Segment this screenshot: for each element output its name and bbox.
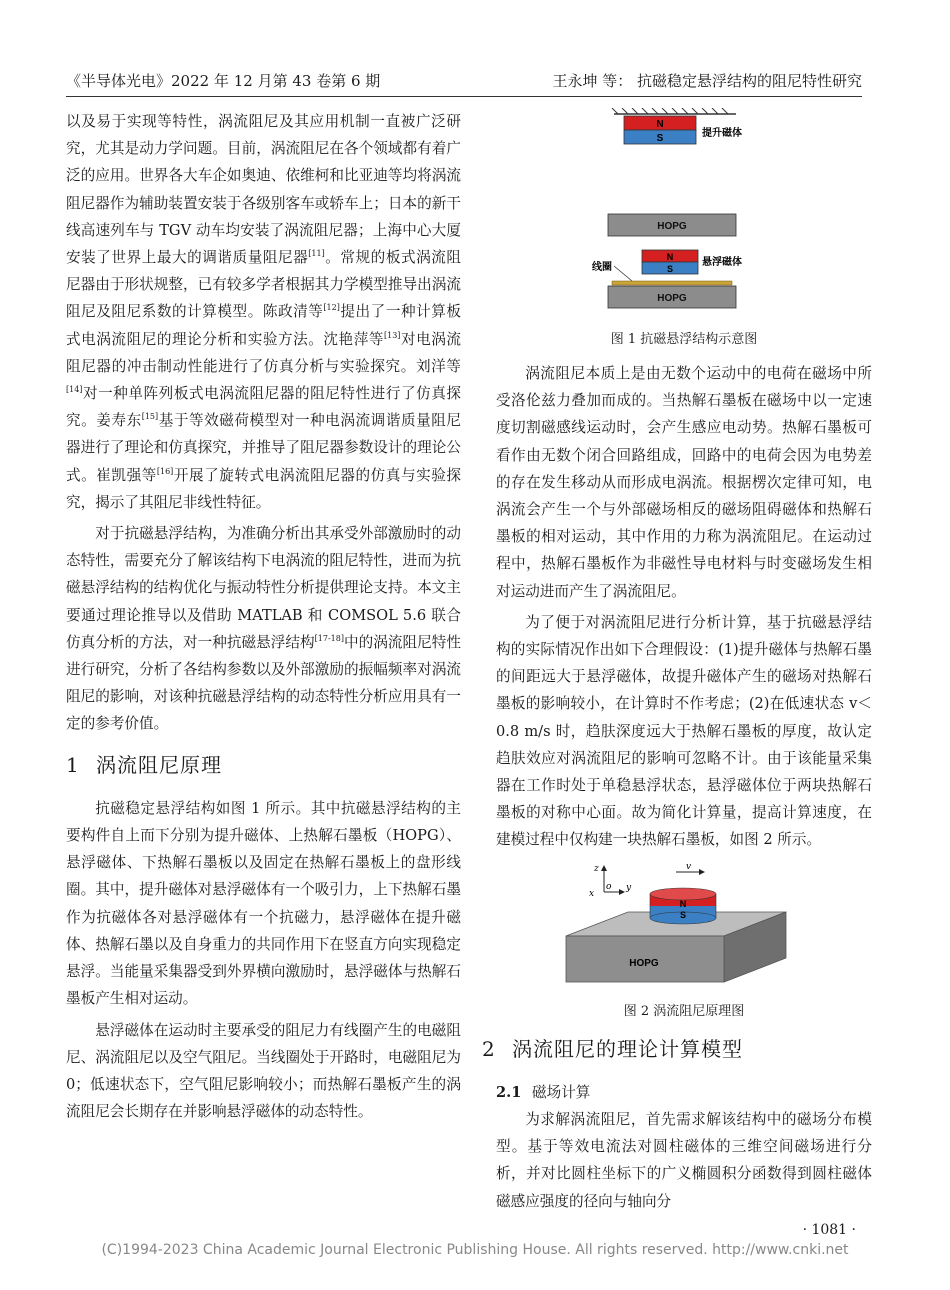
section-number: 2 <box>482 1036 496 1061</box>
paragraph: 抗磁稳定悬浮结构如图 1 所示。其中抗磁悬浮结构的主要构件自上而下分别为提升磁体、上热解石墨板（HOPG）、悬浮磁体、下热解石墨板以及固定在热解石墨板上的盘形线圈。其中，提升磁体对悬浮磁体有一个吸引力，上下热解石墨作为抗磁体各对悬浮磁体有一个抗磁力，悬浮磁体在提升磁体、热解石墨以及自身重力的共同作用下在竖直方向实现稳定悬浮。当能量采集器受到外界横向激励时，悬浮磁体与热解石墨板产生相对运动。 <box>66 799 461 1008</box>
copyright-footer: (C)1994-2023 China Academic Journal Electronic Publishing House. All rights reserved. http://www.cnki.net <box>101 1242 849 1258</box>
citation[interactable]: [17-18] <box>314 634 344 643</box>
axis-y-label: y <box>626 882 632 893</box>
figure-1-caption: 图 1 抗磁悬浮结构示意图 <box>610 332 758 347</box>
paragraph: 对于抗磁悬浮结构，为准确分析出其承受外部激励时的动态特性，需要充分了解该结构下电涡流的阻尼特性，进而为抗磁悬浮结构的结构优化与振动特性分析提供理论支持。本文主要通过理论推导以及借助 MATLAB 和 COMSOL 5.6 联合仿真分析的方法，对一种抗磁悬浮结构[17-18]中的涡流阻尼特性进行研究，分析了各结构参数以及外部激励的振幅频率对涡流阻尼的影响，对该种抗磁悬浮结构的动态特性分析应用具有一定的参考价值。 <box>66 525 461 733</box>
figure-2-diagram <box>496 862 872 1002</box>
label-lift-magnet: 提升磁体 <box>702 128 742 139</box>
axis-x-label: x <box>589 888 595 899</box>
right-column <box>482 108 872 1215</box>
section-number: 1 <box>66 752 80 777</box>
subsection-heading <box>496 1079 872 1106</box>
citation[interactable]: [11] <box>308 249 325 259</box>
citation[interactable]: [14] <box>66 385 83 395</box>
section-heading <box>482 1036 872 1063</box>
subsection-number: 2.1 <box>496 1083 522 1101</box>
pole-label: S <box>666 264 674 274</box>
citation[interactable]: [16] <box>156 466 174 476</box>
coil <box>612 281 732 285</box>
figure-1 <box>496 108 872 336</box>
paragraph: 为求解涡流阻尼，首先需求解该结构中的磁场分布模型。基于等效电流法对圆柱磁体的三维空间磁场进行分析，并对比圆柱坐标下的广义椭圆积分函数得到圆柱磁体磁感应强度的径向与轴向分 <box>496 1111 872 1210</box>
pole-label: S <box>656 133 664 144</box>
paragraph: 以及易于实现等特性，涡流阻尼及其应用机制一直被广泛研究，尤其是动力学问题。目前，涡流阻尼在各个领域都有着广泛的应用。世界各大车企如奥迪、依维柯和比亚迪等均将涡流阻尼器作为辅助装置安装于各级别客车或轿车上；日本的新干线高速列车与 TGV 动车均安装了涡流阻尼器；上海中心大厦安装了世界上最大的调谐质量阻尼器[11]。常规的板式涡流阻尼器由于形状规整，已有较多学者根据其力学模型推导出涡流阻尼及阻尼系数的计算模型。陈政清等[12]提出了一种计算板式电涡流阻尼的理论分析和实验方法。沈艳萍等[13]对电涡流阻尼器的冲击制动性能进行了仿真分析与实验探究。刘洋等[14]对一种单阵列板式电涡流阻尼器的阻尼特性进行了仿真探究。姜寿东[15]基于等效磁荷模型对一种电涡流调谐质量阻尼器进行了理论和仿真探究，并推导了阻尼器参数设计的理论公式。崔凯强等[16]开展了旋转式电涡流阻尼器的仿真与实验探究，揭示了其阻尼非线性特征。 <box>66 113 461 511</box>
journal-info: 《半导体光电》2022 年 12 月第 43 卷第 6 期 <box>66 72 381 90</box>
figure-1-diagram <box>496 108 872 336</box>
label-float-magnet: 悬浮磁体 <box>702 257 742 268</box>
section-title: 涡流阻尼原理 <box>96 752 222 777</box>
citation[interactable]: [15] <box>141 412 159 422</box>
axis-origin-label: o <box>606 881 612 892</box>
pole-label: N <box>666 252 674 262</box>
left-column <box>66 108 461 1125</box>
paragraph: 为了便于对涡流阻尼进行分析计算，基于抗磁悬浮结构的实际情况作出如下合理假设：(1)提升磁体与热解石墨的间距远大于悬浮磁体，故提升磁体产生的磁场对热解石墨板的影响较小，在计算时不作考虑；(2)在低速状态 v＜0.8 m/s 时，趋肤深度远大于热解石墨板的厚度，故认定趋肤效应对涡流阻尼的影响可忽略不计。由于该能量采集器在工作时处于单稳悬浮状态，悬浮磁体位于两块热解石墨板的对称中心面。故为简化计算量，提高计算速度，在建模过程中仅构建一块热解石墨板，如图 2 所示。 <box>496 613 872 849</box>
section-heading <box>66 752 461 779</box>
running-header <box>66 70 862 97</box>
article-title-short: 王永坤 等： 抗磁稳定悬浮结构的阻尼特性研究 <box>552 72 862 90</box>
hopg-label: HOPG <box>657 293 687 304</box>
axis-z-label: z <box>594 863 599 874</box>
hopg-label: HOPG <box>657 221 687 232</box>
pole-label: S <box>679 909 687 920</box>
paragraph: 涡流阻尼本质上是由无数个运动中的电荷在磁场中所受洛伦兹力叠加而成的。当热解石墨板在磁场中以一定速度切割磁感线运动时，会产生感应电动势。热解石墨板可看作由无数个闭合回路组成，回路中的电荷会因为电势差的存在发生移动从而形成电涡流。根据楞次定律可知，电涡流会产生一个与外部磁场相反的磁场阻碍磁体和热解石墨板的相对运动，其中作用的力称为涡流阻尼。在运动过程中，热解石墨板作为非磁性导电材料与时变磁场发生相对运动进而产生了涡流阻尼。 <box>496 365 872 600</box>
label-coil: 线圈 <box>592 262 612 273</box>
hopg-label: HOPG <box>629 957 659 969</box>
citation[interactable]: [13] <box>383 330 401 340</box>
figure-2-caption: 图 2 涡流阻尼原理图 <box>623 1003 745 1019</box>
paragraph: 悬浮磁体在运动时主要承受的阻尼力有线圈产生的电磁阻尼、涡流阻尼以及空气阻尼。当线圈处于开路时，电磁阻尼为 0；低速状态下，空气阻尼影响较小；而热解石墨板产生的涡流阻尼会长期存在并影响悬浮磁体的动态特性。 <box>66 1021 461 1121</box>
velocity-label: v <box>686 861 692 872</box>
figure-2 <box>496 862 872 1002</box>
pole-label: N <box>656 119 664 130</box>
page-number: · 1081 · <box>802 1222 856 1238</box>
section-title: 涡流阻尼的理论计算模型 <box>512 1036 743 1061</box>
citation[interactable]: [12] <box>323 303 340 313</box>
pole-label: N <box>679 898 687 909</box>
subsection-title: 磁场计算 <box>532 1083 591 1101</box>
